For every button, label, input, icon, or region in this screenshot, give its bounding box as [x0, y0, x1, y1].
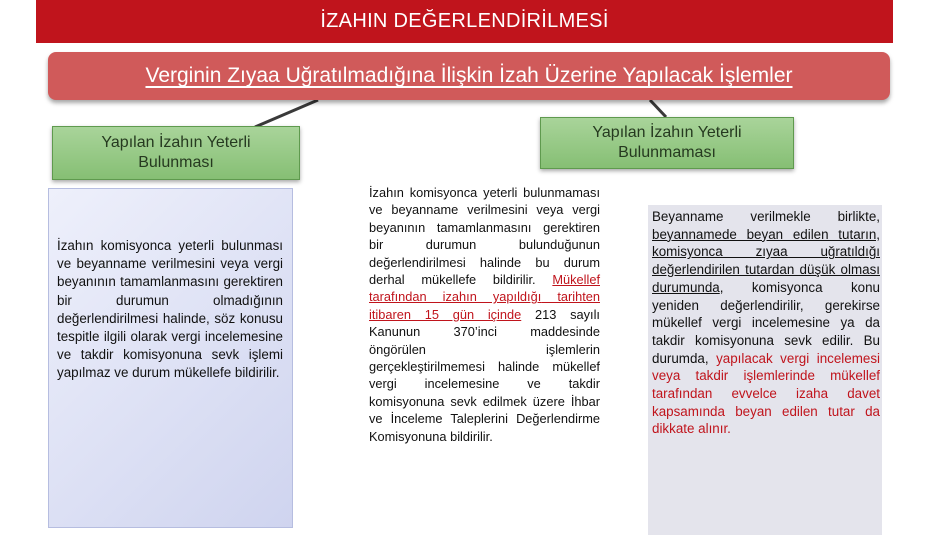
subtitle-banner — [48, 52, 890, 100]
right-text-block — [648, 205, 882, 535]
right-text-underlined: beyannamede beyan edilen tutarın, komisyonca zıyaa uğratıldığı değerlendirilen tutardan düşük olması durumunda — [652, 226, 880, 295]
right-label-line2: Bulunmaması — [618, 144, 716, 161]
right-text-highlight: yapılacak vergi incelemesi veya takdir işlemlerinde mükellef tarafından evvelce izaha davet kapsamında beyan edilen tutar da dikkate alınır. — [652, 350, 880, 437]
middle-text-deadline: tarihten itibaren 15 gün içinde — [369, 289, 600, 322]
right-text-part3: , komisyonca konu yeniden değerlendirilir, gerekirse mükellef vergi incelemesine ya da takdir komisyonuna sevk edilir. Bu durumda, — [652, 279, 880, 366]
left-label-line2: Bulunması — [138, 154, 214, 171]
left-label-line1: Yapılan İzahın Yeterli — [101, 134, 251, 151]
subtitle-text: Verginin Zıyaa Uğratılmadığına İlişkin İzah Üzerine Yapılacak İşlemler — [145, 64, 793, 87]
middle-text-part4: 213 sayılı Kanunun 370’inci maddesinde öngörülen işlemlerin gerçekleştirilmemesi halinde mükellef vergi incelemesine ve takdir komisyonuna sevk edilmek üzere İhbar ve İnceleme Taleplerini Değerlendirme Komisyonuna bildirilir. — [369, 306, 600, 444]
page-title: İZAHIN DEĞERLENDİRİLMESİ — [36, 0, 893, 43]
middle-text-block — [369, 184, 600, 445]
left-branch-label — [52, 126, 300, 180]
middle-text-part1: İzahın komisyonca yeterli bulunmaması ve beyanname verilmesini veya vergi beyanının tamamlanmasını gerektiren bir durumun bulunduğunun değerlendirilmesi halinde bu durum derhal mükellefe bildirilir. — [369, 185, 600, 288]
right-branch-label — [540, 117, 794, 169]
left-branch-textbox — [48, 188, 293, 528]
left-branch-text: İzahın komisyonca yeterli bulunması ve beyanname verilmesini veya vergi beyanının tamamlanmasını gerektiren bir durumun olmadığının değerlendirilmesi halinde, söz konusu tespitle ilgili olarak vergi incelemesine ve takdir komisyonuna sevk işlemi yapılmaz ve durum mükellefe bildirilir. — [57, 238, 283, 381]
middle-text-highlight: Mükellef tarafından izahın yapıldığı — [369, 272, 600, 305]
connector-left — [255, 100, 318, 127]
right-label-line1: Yapılan İzahın Yeterli — [592, 124, 742, 141]
right-text-part1: Beyanname verilmekle birlikte, — [652, 209, 880, 224]
connector-right — [650, 100, 666, 117]
